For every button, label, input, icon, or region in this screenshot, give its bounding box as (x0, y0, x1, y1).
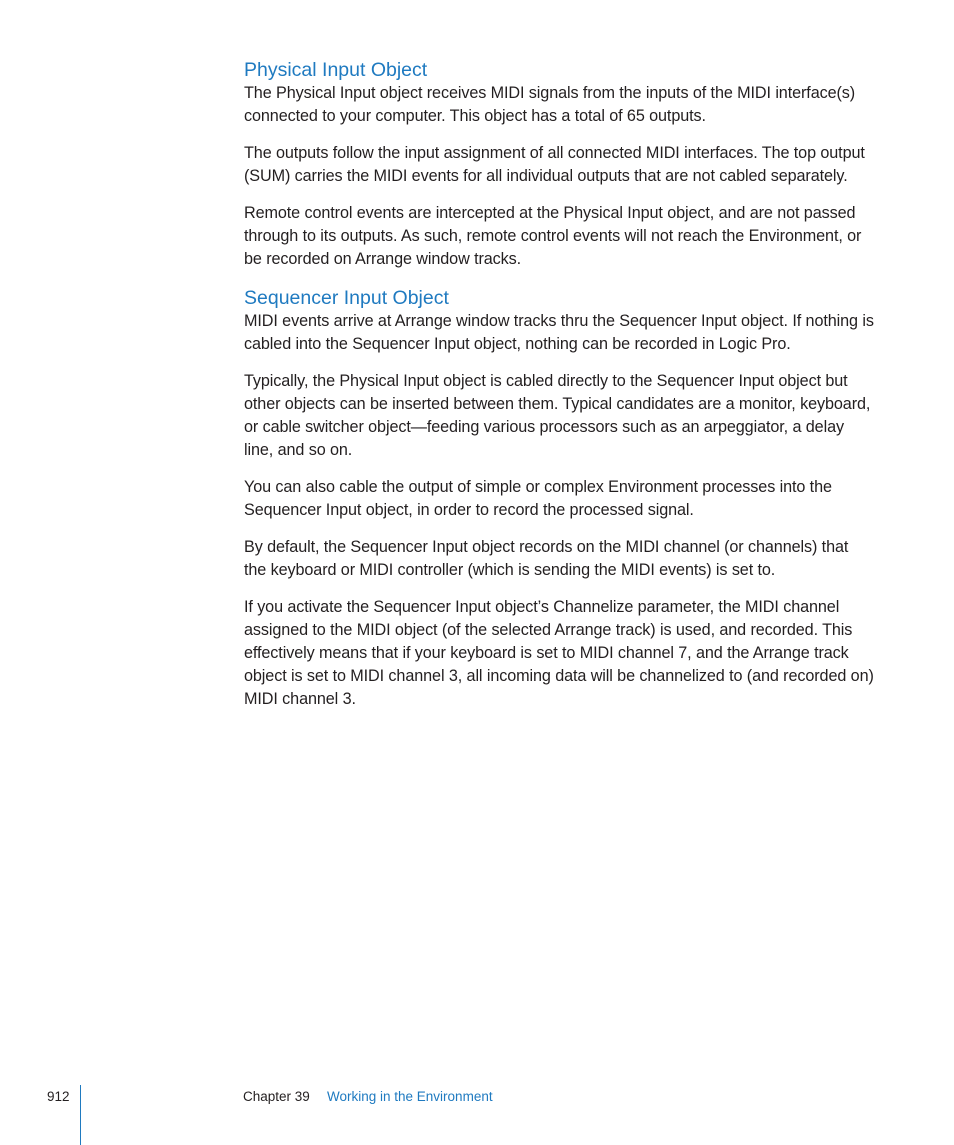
section-sequencer-input-object (244, 286, 874, 711)
body-paragraph: The outputs follow the input assignment of all connected MIDI interfaces. The top output (SUM) carries the MIDI events for all individual outputs that are not cabled separately. (244, 144, 865, 185)
section-heading: Physical Input Object (244, 59, 428, 81)
section-physical-input-object (244, 58, 874, 271)
page-content (244, 58, 874, 725)
body-paragraph: You can also cable the output of simple or complex Environment processes into the Sequencer Input object, in order to record the processed signal. (244, 478, 832, 519)
body-paragraph: If you activate the Sequencer Input object’s Channelize parameter, the MIDI channel assigned to the MIDI object (of the selected Arrange track) is used, and recorded. This effectively means that if your keyboard is set to MIDI channel 7, and the Arrange track object is set to MIDI channel 3, all incoming data will be channelized to (and recorded on) MIDI channel 3. (244, 598, 874, 708)
page-number: 912 (47, 1089, 70, 1104)
section-heading: Sequencer Input Object (244, 287, 449, 309)
body-paragraph: The Physical Input object receives MIDI signals from the inputs of the MIDI interface(s) connected to your computer. This object has a total of 65 outputs. (244, 84, 856, 125)
body-paragraph: Remote control events are intercepted at the Physical Input object, and are not passed through to its outputs. As such, remote control events will not reach the Environment, or be recorded on Arrange window tracks. (244, 204, 862, 268)
footer-chapter-title[interactable]: Working in the Environment (327, 1089, 493, 1104)
footer-divider (80, 1085, 81, 1145)
body-paragraph: MIDI events arrive at Arrange window tracks thru the Sequencer Input object. If nothing is cabled into the Sequencer Input object, nothing can be recorded in Logic Pro. (244, 312, 874, 353)
body-paragraph: Typically, the Physical Input object is cabled directly to the Sequencer Input object but other objects can be inserted between them. Typical candidates are a monitor, keyboard, or cable switcher object—feeding various processors such as an arpeggiator, a delay line, and so on. (244, 372, 871, 459)
body-paragraph: By default, the Sequencer Input object records on the MIDI channel (or channels) that the keyboard or MIDI controller (which is sending the MIDI events) is set to. (244, 538, 849, 579)
footer-chapter-label: Chapter 39 (243, 1089, 310, 1104)
